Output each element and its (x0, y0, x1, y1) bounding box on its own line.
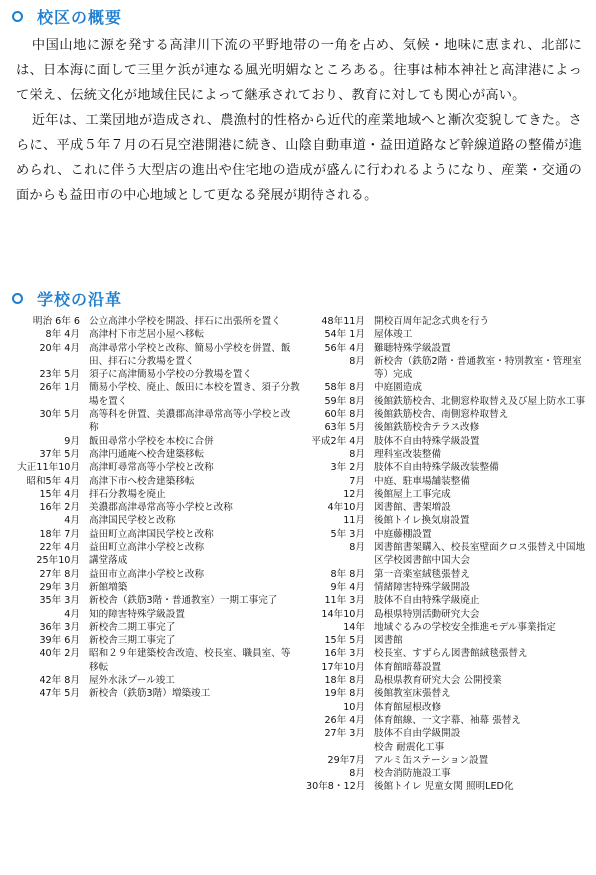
history-entry (306, 355, 590, 382)
history-event: 校長室、すずらん図書館絨毯張替え (374, 648, 528, 660)
history-event: 後館鉄筋校舎テラス改修 (374, 422, 480, 434)
history-date: 8月 (349, 355, 365, 367)
history-event: 美濃郡高津尋常高等小学校と改称 (89, 502, 233, 514)
history-entry (306, 395, 590, 408)
history-event: 肢体不自由特殊学級廃止 (374, 595, 480, 607)
history-entry (306, 421, 590, 434)
history-event: 島根県教育研究大会 公開授業 (374, 675, 502, 687)
history-event: 中庭藤棚設置 (374, 528, 432, 540)
history-entry (10, 461, 300, 474)
history-entry (306, 342, 590, 355)
history-entry (306, 714, 590, 727)
history-event: 昭和２９年建築校舎改造、校長室、職員室、等移転 (89, 648, 291, 673)
history-event: 肢体不自由特殊学級改装整備 (374, 462, 499, 474)
history-event: 高津村下市芝居小屋へ移転 (89, 329, 205, 341)
history-event: 後館屋上工事完成 (374, 488, 451, 500)
history-entry (306, 501, 590, 514)
history-entry (306, 328, 590, 341)
history-date: 59年 8月 (324, 395, 365, 407)
history-date: 7月 (349, 475, 365, 487)
history-entry (306, 741, 590, 754)
history-date (306, 741, 365, 754)
history-date: 15年 4月 (39, 488, 80, 500)
history-entry (10, 647, 300, 674)
history-date: 11年 3月 (324, 595, 365, 607)
history-date: 58年 8月 (324, 382, 365, 394)
history-entry (10, 368, 300, 381)
history-event: アルミ缶ステーション設置 (374, 754, 489, 766)
history-date: 20年 4月 (39, 342, 80, 354)
history-heading (12, 286, 122, 310)
history-date: 60年 8月 (324, 409, 365, 421)
history-entry (10, 435, 300, 448)
history-date: 30年 5月 (39, 409, 80, 421)
history-date: 27年 3月 (324, 728, 365, 740)
history-entry (306, 767, 590, 780)
history-date: 27年 8月 (39, 568, 80, 580)
history-date: 40年 2月 (39, 648, 80, 660)
history-entry (10, 608, 300, 621)
history-date: 17年10月 (321, 661, 365, 673)
history-date: 12月 (343, 488, 365, 500)
history-event: 講堂落成 (89, 555, 128, 567)
history-event: 体育館暗幕設置 (374, 661, 442, 673)
history-entry (306, 687, 590, 700)
history-entry (10, 541, 300, 554)
history-entry (306, 568, 590, 581)
history-event: 高津尋常小学校と改称、簡易小学校を併置、飯田、拝石に分教場を置く (89, 342, 291, 367)
history-event: 屋体竣工 (374, 329, 413, 341)
history-event: 校舎消防施設工事 (374, 768, 451, 780)
history-entry (306, 727, 590, 740)
history-event: 中庭、駐車場舗装整備 (374, 475, 470, 487)
history-entry (306, 594, 590, 607)
history-event: 知的障害特殊学級設置 (89, 608, 185, 620)
history-event: 島根県特別活動研究大会 (374, 608, 480, 620)
history-event: 図書館 (374, 635, 403, 647)
history-entry (306, 448, 590, 461)
history-entry (10, 381, 300, 408)
history-event: 難聴特殊学級設置 (374, 342, 451, 354)
history-entry (10, 687, 300, 700)
history-entry (306, 475, 590, 488)
history-entry (306, 608, 590, 621)
history-date: 23年 5月 (39, 369, 80, 381)
history-date: 16年 3月 (324, 648, 365, 660)
history-entry (306, 541, 590, 568)
history-event: 理科室改装整備 (374, 448, 442, 460)
history-event: 体育館線、一文字幕、袖幕 張替え (374, 714, 521, 726)
history-entry (10, 342, 300, 369)
history-date: 4年10月 (327, 502, 365, 514)
history-date: 14年 (343, 621, 365, 633)
history-entry (306, 661, 590, 674)
history-event: 公立高津小学校を開設、拝石に出張所を置く (89, 316, 281, 327)
history-entry (10, 528, 300, 541)
history-date: 大正11年10月 (17, 462, 80, 474)
history-event: 新校舎（鉄筋3階）増築竣工 (89, 688, 211, 700)
history-date: 56年 4月 (324, 342, 365, 354)
history-event: 第一音楽室絨毯張替え (374, 568, 470, 580)
history-event: 須子に高津簡易小学校の分教場を置く (89, 369, 253, 381)
history-date: 48年11月 (321, 316, 365, 327)
history-date: 8月 (349, 768, 365, 780)
history-entry (306, 581, 590, 594)
history-date: 30年8・12月 (306, 781, 366, 793)
history-entry (306, 621, 590, 634)
history-entry (306, 461, 590, 474)
history-date: 8月 (349, 542, 365, 554)
overview-paragraph: 近年は、工業団地が造成され、農漁村的性格から近代的産業地域へと漸次変貌してきた。さらに、平成５年７月の石見空港開港に続き、山陰自動車道・益田道路など幹線道路の整備が進められ、これに伴う大型店の進出や住宅地の造成が盛んに行われるようになり、産業・交通の面からも益田市の中心地域として更なる発展が期待される。 (16, 113, 582, 203)
history-entry (10, 315, 300, 328)
history-event: 地域ぐるみの学校安全推進モデル事業指定 (374, 621, 556, 633)
history-entry (10, 634, 300, 647)
history-event: 図書館、書架増設 (374, 502, 451, 514)
history-event: 高等科を併置、美濃郡高津尋常高等小学校と改称 (89, 409, 291, 434)
history-entry (306, 408, 590, 421)
history-date: 42年 8月 (39, 675, 80, 687)
history-entry (10, 328, 300, 341)
history-date: 明治 6年 6 (32, 316, 80, 327)
history-entry (306, 381, 590, 394)
history-entry (10, 475, 300, 488)
history-date: 5年 3月 (330, 528, 365, 540)
history-entry (10, 674, 300, 687)
history-entry (10, 408, 300, 435)
history-date: 3年 2月 (330, 462, 365, 474)
history-event: 高津円通庵へ校舎建築移転 (89, 448, 205, 460)
history-event: 高津国民学校と改称 (89, 515, 176, 527)
history-event: 高津下市へ校舎建築移転 (89, 475, 195, 487)
history-event: 新校舎三期工事完了 (89, 635, 176, 647)
history-entry (10, 581, 300, 594)
history-date: 26年 1月 (39, 382, 80, 394)
history-entry (10, 488, 300, 501)
history-date: 26年 4月 (324, 714, 365, 726)
history-date: 昭和5年 4月 (26, 475, 80, 487)
history-event: 後館トイレ 児童女関 照明LED化 (374, 781, 514, 793)
history-entry (10, 594, 300, 607)
history-date: 9年 4月 (330, 581, 365, 593)
history-event: 後館鉄筋校舎、南側窓枠取替え (374, 409, 509, 421)
history-date: 36年 3月 (39, 621, 80, 633)
history-event: 後館教室床張替え (374, 688, 451, 700)
history-date: 8月 (349, 448, 365, 460)
history-entry (306, 435, 590, 448)
history-event: 体育館屋根改修 (374, 701, 442, 713)
history-date: 14年10月 (321, 608, 365, 620)
history-event: 新館増築 (89, 581, 128, 593)
history-list-left (10, 315, 300, 701)
history-date: 15年 5月 (324, 635, 365, 647)
history-entry (10, 448, 300, 461)
history-date: 平成2年 4月 (311, 435, 365, 447)
history-date: 37年 5月 (39, 448, 80, 460)
circle-bullet-icon (12, 293, 23, 304)
circle-bullet-icon (12, 11, 23, 22)
history-date: 29年7月 (327, 754, 365, 766)
overview-title: 校区の概要 (37, 7, 123, 27)
history-event: 益田町立高津小学校と改称 (89, 542, 205, 554)
history-entry (306, 315, 590, 328)
history-event: 新校舎（鉄筋3階・普通教室）一期工事完了 (89, 595, 278, 607)
history-event: 飯田尋常小学校を本校に合併 (89, 435, 214, 447)
history-event: 情緒障害特殊学級開設 (374, 581, 470, 593)
history-entry (306, 647, 590, 660)
history-date: 54年 1月 (324, 329, 365, 341)
history-date: 4月 (64, 608, 80, 620)
history-entry (306, 634, 590, 647)
history-date: 16年 2月 (39, 502, 80, 514)
history-event: 高津町尋常高等小学校と改称 (89, 462, 214, 474)
history-event: 屋外水泳プール竣工 (89, 675, 175, 687)
history-date: 4月 (64, 515, 80, 527)
history-event: 益田町立高津国民学校と改称 (89, 528, 214, 540)
history-date: 22年 4月 (39, 542, 80, 554)
history-entry (306, 780, 590, 793)
history-date: 39年 6月 (39, 635, 80, 647)
history-date: 18年 7月 (39, 528, 80, 540)
history-entry (10, 568, 300, 581)
history-date: 8年 4月 (45, 329, 80, 341)
overview-paragraph: 中国山地に源を発する高津川下流の平野地帯の一角を占め、気候・地味に恵まれ、北部には、日本海に面して三里ケ浜が連なる風光明媚なところある。往事は柿本神社と高津港によって栄え、伝統文化が地域住民によって継承されており、教育に対しても関心が高い。 (16, 38, 582, 103)
history-date: 63年 5月 (324, 422, 365, 434)
history-list-right (306, 315, 590, 794)
history-event: 簡易小学校、廃止、飯田に本校を置き、須子分教場を置く (89, 382, 300, 407)
history-event: 図書館書架購入、校長室壁面クロス張替え中国地区学校図書館中国大会 (374, 542, 586, 567)
history-event: 中庭園造成 (374, 382, 422, 394)
history-entry (10, 621, 300, 634)
history-date: 8年 8月 (330, 568, 365, 580)
history-date: 47年 5月 (39, 688, 80, 700)
history-entry (306, 514, 590, 527)
history-event: 新校舎二期工事完了 (89, 621, 176, 633)
history-event: 拝石分教場を廃止 (89, 488, 166, 500)
history-date: 35年 3月 (39, 595, 80, 607)
overview-heading (12, 4, 122, 28)
history-entry (10, 501, 300, 514)
history-date: 18年 8月 (324, 675, 365, 687)
history-event: 後館鉄筋校舎、北側窓枠取替え及び屋上防水工事 (374, 395, 586, 407)
history-title: 学校の沿革 (37, 289, 123, 309)
history-event: 校舎 耐震化工事 (374, 741, 445, 753)
history-entry (306, 701, 590, 714)
history-event: 後館トイレ換気扇設置 (374, 515, 470, 527)
history-event: 肢体不自由特殊学級設置 (374, 435, 480, 447)
history-event: 開校百周年記念式典を行う (374, 316, 490, 327)
history-event: 肢体不自由学級開設 (374, 728, 461, 740)
history-entry (10, 554, 300, 567)
history-date: 25年10月 (36, 555, 80, 567)
history-entry (306, 488, 590, 501)
history-entry (306, 674, 590, 687)
history-date: 11月 (343, 515, 365, 527)
history-entry (306, 528, 590, 541)
history-date: 9月 (64, 435, 80, 447)
overview-text (16, 33, 582, 208)
history-event: 新校舎（鉄筋2階・普通教室・特別教室・管理室等）完成 (374, 355, 582, 381)
history-entry (10, 514, 300, 527)
history-event: 益田市立高津小学校と改称 (89, 568, 205, 580)
history-date: 10月 (343, 701, 365, 713)
history-date: 19年 8月 (324, 688, 365, 700)
history-entry (306, 754, 590, 767)
history-date: 29年 3月 (39, 581, 80, 593)
